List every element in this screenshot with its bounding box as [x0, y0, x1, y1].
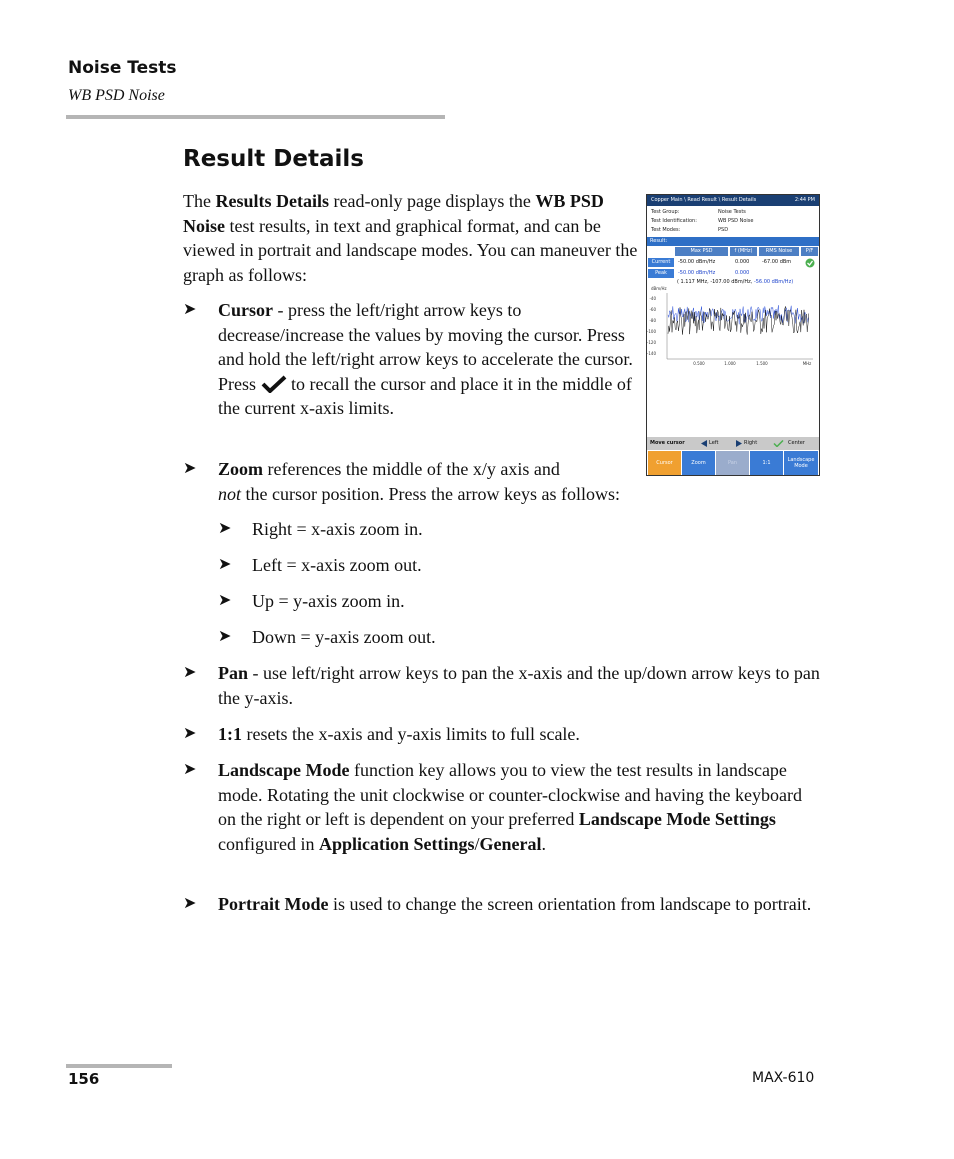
chapter-subtitle: WB PSD Noise — [68, 87, 165, 104]
x-tick: 0.500 — [693, 361, 705, 366]
current-freq: 0.000 — [735, 259, 750, 265]
section-title: Result Details — [183, 146, 364, 172]
bullet-zoom: ➤ Zoom references the middle of the x/y axis and not the cursor position. Press the arrow keys as follows: — [183, 459, 620, 504]
bullet-arrow-icon: ➤ — [218, 520, 232, 537]
psd-graph — [647, 285, 819, 367]
peak-freq: 0.000 — [735, 270, 750, 276]
checkmark-icon — [261, 375, 287, 393]
col-freq: f (MHz) — [730, 247, 757, 256]
row-label-peak: Peak — [648, 269, 674, 278]
bullet-portrait-mode: ➤ Portrait Mode is used to change the screen orientation from landscape to portrait. — [183, 892, 823, 917]
x-tick: 1.000 — [724, 361, 736, 366]
device-screenshot — [646, 194, 820, 476]
sub-bullet-right: ➤ Right = x-axis zoom in. — [218, 517, 423, 542]
bullet-arrow-icon: ➤ — [218, 628, 232, 645]
y-tick: -100 — [647, 329, 656, 334]
device-title-bar: Copper Main \ Read Result \ Result Details 2:44 PM — [647, 195, 819, 206]
header-rule — [66, 115, 445, 119]
fkey-one-to-one[interactable]: 1:1 — [750, 451, 783, 475]
result-label: Result: — [647, 237, 819, 246]
bullet-cursor: ➤ Cursor - press the left/right arrow keys to decrease/increase the values by moving the cursor. Press and hold the left/right arrow keys to accelerate the cursor. Press to recall the cursor and place it in the middle of the current x-axis limits. — [183, 300, 633, 418]
info-row-group: Test Group: Noise Tests — [651, 209, 746, 215]
footer-rule — [66, 1064, 172, 1068]
current-rms: -67.00 dBm — [762, 259, 792, 265]
y-tick: -40 — [649, 296, 656, 301]
fkey-pan[interactable]: Pan — [716, 451, 749, 475]
bullet-arrow-icon: ➤ — [183, 895, 197, 912]
noise-trace-current — [668, 306, 809, 334]
fkey-landscape-mode[interactable]: Landscape Mode — [784, 451, 818, 475]
product-model: MAX-610 — [752, 1070, 815, 1086]
bullet-pan: ➤ Pan - use left/right arrow keys to pan the x-axis and the up/down arrow keys to pan the y-axis. — [183, 663, 820, 708]
info-row-mode: Test Modes: PSD — [651, 227, 729, 233]
intro-paragraph: The Results Details read-only page displays the WB PSD Noise test results, in text and graphical format, and can be viewed in portrait and landscape modes. You can maneuver the graph as follows: — [183, 191, 638, 285]
x-tick: 1.500 — [756, 361, 768, 366]
bullet-arrow-icon: ➤ — [183, 664, 197, 681]
navigation-hint-bar: Move cursor Left Right Center — [647, 437, 819, 450]
center-check-icon — [773, 440, 784, 447]
x-unit-label: MHz — [802, 361, 812, 366]
y-tick: -60 — [649, 307, 656, 312]
y-tick: -120 — [647, 340, 656, 345]
sub-bullet-up: ➤ Up = y-axis zoom in. — [218, 589, 405, 614]
y-tick: -140 — [647, 351, 656, 356]
chapter-title: Noise Tests — [68, 58, 177, 78]
y-unit-label: dBm/Hz — [651, 286, 667, 291]
device-clock: 2:44 PM — [794, 197, 815, 203]
col-max-psd: Max PSD — [675, 247, 728, 256]
cursor-readout: ( 1.117 MHz, -107.00 dBm/Hz, -56.00 dBm/Hz) — [677, 279, 794, 285]
bullet-arrow-icon: ➤ — [218, 556, 232, 573]
y-tick: -80 — [649, 318, 656, 323]
right-arrow-icon — [736, 440, 742, 447]
pass-check-icon — [805, 258, 815, 268]
bullet-arrow-icon: ➤ — [183, 301, 197, 318]
left-arrow-icon — [701, 440, 707, 447]
col-rms-noise: RMS Noise — [759, 247, 799, 256]
bullet-arrow-icon: ➤ — [183, 460, 197, 477]
sub-bullet-left: ➤ Left = x-axis zoom out. — [218, 553, 422, 578]
peak-max-psd: -50.00 dBm/Hz — [678, 270, 716, 276]
bullet-arrow-icon: ➤ — [183, 725, 197, 742]
bullet-one-to-one: ➤ 1:1 resets the x-axis and y-axis limits to full scale. — [183, 722, 823, 747]
fkey-zoom[interactable]: Zoom — [682, 451, 715, 475]
bullet-landscape-mode: ➤ Landscape Mode function key allows you to view the test results in landscape mode. Rotating the unit clockwise or counter-clockwise and having the keyboard on the right or left is dependent on your preferred Landscape Mode Settings configured in Application Settings/General. — [183, 760, 802, 854]
current-max-psd: -50.00 dBm/Hz — [678, 259, 716, 265]
page-number: 156 — [68, 1070, 100, 1088]
sub-bullet-down: ➤ Down = y-axis zoom out. — [218, 625, 436, 650]
info-row-id: Test Identification: WB PSD Noise — [651, 218, 754, 224]
bullet-arrow-icon: ➤ — [183, 761, 197, 778]
row-label-current: Current — [648, 258, 674, 267]
col-pass-fail: P/F — [801, 247, 818, 256]
fkey-cursor[interactable]: Cursor — [648, 451, 681, 475]
bullet-arrow-icon: ➤ — [218, 592, 232, 609]
